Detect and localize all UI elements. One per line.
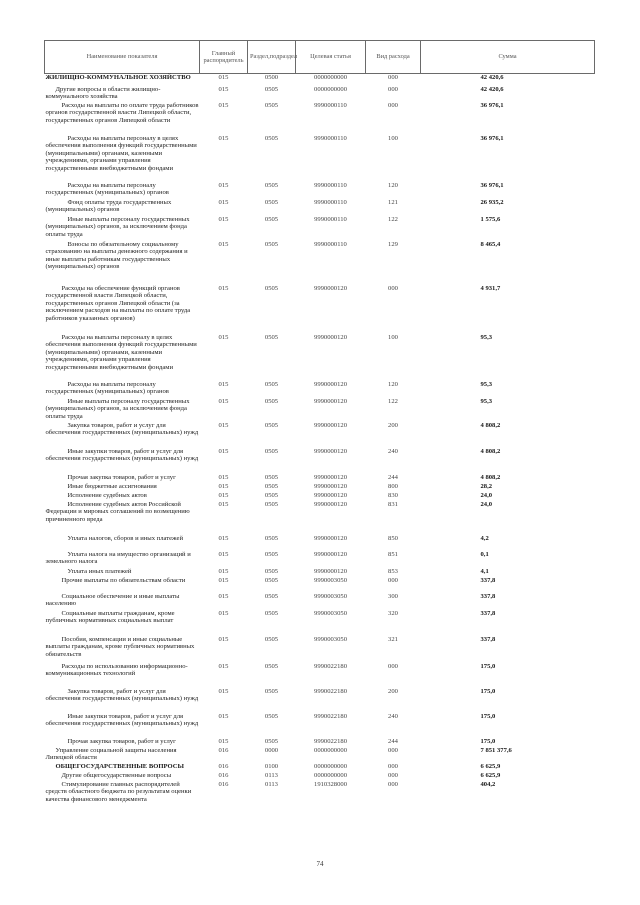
row-cs: 9990000110 [314, 215, 347, 223]
row-name: Взносы по обязательному социальному страхованию на выплаты денежного содержания и иные выплаты работникам государственных (муниципальных) органов [45, 240, 188, 271]
table-row [45, 199, 595, 216]
row-name: Стимулирование главных распорядителей средств областного бюджета по результатам оценки качества финансового менеджмента [45, 780, 192, 803]
row-cs: 9990000120 [314, 421, 347, 429]
row-gr: 015 [218, 609, 229, 617]
table-row [45, 86, 595, 102]
row-name: Исполнение судебных актов [67, 491, 147, 499]
row-vr: 000 [388, 746, 398, 754]
row-rz: 0505 [264, 101, 279, 109]
row-gr: 015 [218, 635, 229, 643]
table-header [45, 41, 595, 74]
row-vr: 000 [388, 284, 398, 292]
table-row [45, 102, 595, 135]
table-row [45, 663, 595, 688]
row-name: Иные выплаты персоналу государственных (муниципальных) органов, за исключением фонда оплаты труда [45, 397, 190, 420]
row-cs: 9990022180 [314, 662, 347, 670]
row-cs: 9990000120 [314, 397, 347, 405]
row-vr: 240 [388, 447, 398, 455]
row-sum: 1 575,6 [480, 215, 501, 223]
row-gr: 015 [218, 380, 229, 388]
row-vr: 240 [388, 712, 398, 720]
row-vr: 000 [388, 85, 398, 93]
table-row [45, 483, 595, 492]
row-rz: 0505 [264, 397, 279, 405]
row-gr: 015 [218, 333, 229, 341]
row-sum: 6 625,9 [480, 771, 501, 779]
row-vr: 100 [388, 134, 398, 142]
row-rz: 0505 [264, 215, 279, 223]
row-vr: 321 [388, 635, 398, 643]
row-cs: 9990003050 [314, 635, 347, 643]
row-name: Уплата налогов, сборов и иных платежей [67, 534, 183, 542]
table-row [45, 285, 595, 334]
row-name: Расходы по использованию информационно-коммуникационных технологий [45, 662, 188, 678]
row-name: Закупка товаров, работ и услуг для обеспечения государственных (муниципальных) нужд [45, 687, 199, 703]
row-cs: 0000000000 [314, 762, 347, 770]
row-sum: 8 465,4 [480, 240, 501, 248]
row-vr: 120 [388, 380, 398, 388]
row-vr: 244 [388, 737, 398, 745]
row-sum: 4 931,7 [480, 284, 501, 292]
row-name: Расходы на выплаты персоналу в целях обеспечения выполнения функций государственными (муниципальными) органами, казенными учреждениями, органами управления государственными внебюджетными фондами [45, 333, 197, 371]
row-sum: 337,8 [480, 592, 496, 600]
row-name: Управление социальной защиты населения Липецкой области [45, 746, 177, 762]
table-row [45, 135, 595, 182]
row-sum: 0,1 [480, 550, 489, 558]
row-vr: 830 [388, 491, 398, 499]
row-sum: 6 625,9 [480, 762, 501, 770]
header-gr: Главный распорядитель [200, 41, 248, 74]
row-cs: 9990000120 [314, 380, 347, 388]
row-gr: 015 [218, 712, 229, 720]
row-name: Иные выплаты персоналу государственных (муниципальных) органов, за исключением фонда оплаты труда [45, 215, 190, 238]
row-cs: 9990000110 [314, 181, 347, 189]
row-rz: 0000 [264, 746, 279, 754]
row-name: Социальное обеспечение и иные выплаты населению [45, 592, 180, 608]
row-sum: 175,0 [480, 737, 496, 745]
row-cs: 0000000000 [314, 746, 347, 754]
table-row [45, 713, 595, 738]
row-sum: 26 935,2 [480, 198, 504, 206]
row-vr: 244 [388, 473, 398, 481]
row-sum: 28,2 [480, 482, 493, 490]
header-rz: Раздел,подраздел [248, 41, 296, 74]
table-row [45, 381, 595, 398]
row-name: Другие общегосударственные вопросы [61, 771, 172, 779]
row-vr: 120 [388, 181, 398, 189]
table-row [45, 636, 595, 663]
table-row [45, 535, 595, 551]
row-vr: 300 [388, 592, 398, 600]
row-vr: 122 [388, 215, 398, 223]
row-cs: 9990003050 [314, 592, 347, 600]
row-gr: 015 [218, 397, 229, 405]
row-sum: 4 808,2 [480, 421, 501, 429]
row-sum: 95,3 [480, 380, 493, 388]
row-name: Закупка товаров, работ и услуг для обеспечения государственных (муниципальных) нужд [45, 421, 199, 437]
row-rz: 0505 [264, 550, 279, 558]
row-name: Социальные выплаты гражданам, кроме публичных нормативных социальных выплат [45, 609, 175, 625]
row-sum: 404,2 [480, 780, 496, 788]
row-cs: 9990000120 [314, 500, 347, 508]
row-vr: 100 [388, 333, 398, 341]
row-sum: 36 976,1 [480, 181, 504, 189]
row-sum: 36 976,1 [480, 101, 504, 109]
row-name: Пособия, компенсации и иные социальные выплаты гражданам, кроме публичных нормативных обязательств [45, 635, 195, 658]
table-row [45, 474, 595, 483]
row-name: Иные бюджетные ассигнования [67, 482, 157, 490]
row-gr: 016 [218, 780, 229, 788]
row-gr: 015 [218, 198, 229, 206]
row-sum: 95,3 [480, 397, 493, 405]
row-rz: 0505 [264, 491, 279, 499]
row-name: Расходы на выплаты персоналу в целях обеспечения выполнения функций государственными (муниципальными) органами, казенными учреждениями, органами управления государственными внебюджетными фондами [45, 134, 197, 172]
table-body [45, 74, 595, 814]
row-cs: 9990000120 [314, 491, 347, 499]
row-name: Иные закупки товаров, работ и услуг для обеспечения государственных (муниципальных) нужд [45, 712, 199, 728]
row-gr: 015 [218, 550, 229, 558]
row-sum: 175,0 [480, 687, 496, 695]
row-cs: 9990000110 [314, 101, 347, 109]
row-rz: 0505 [264, 534, 279, 542]
row-sum: 24,0 [480, 500, 493, 508]
row-gr: 015 [218, 101, 229, 109]
row-cs: 9990000120 [314, 473, 347, 481]
row-sum: 337,8 [480, 635, 496, 643]
row-cs: 9990022180 [314, 737, 347, 745]
row-gr: 015 [218, 134, 229, 142]
table-row [45, 610, 595, 636]
row-cs: 0000000000 [314, 85, 347, 93]
row-cs: 9990000120 [314, 284, 347, 292]
table-row [45, 781, 595, 814]
row-gr: 015 [218, 662, 229, 670]
row-name: Прочая закупка товаров, работ и услуг [67, 473, 176, 481]
row-name: Прочие выплаты по обязательствам области [61, 576, 186, 584]
row-sum: 7 851 377,6 [480, 746, 512, 754]
row-cs: 9990000120 [314, 534, 347, 542]
row-gr: 015 [218, 74, 229, 81]
row-gr: 015 [218, 500, 229, 508]
row-cs: 9990000120 [314, 482, 347, 490]
row-name: Расходы на выплаты по оплате труда работников органов государственной власти Липецкой области, государственных органов Липецкой области [45, 101, 199, 124]
row-rz: 0505 [264, 240, 279, 248]
row-name: Расходы на выплаты персоналу государственных (муниципальных) органов [45, 181, 169, 197]
row-gr: 015 [218, 181, 229, 189]
row-rz: 0505 [264, 447, 279, 455]
table-row [45, 398, 595, 422]
row-gr: 015 [218, 687, 229, 695]
row-rz: 0505 [264, 134, 279, 142]
row-vr: 000 [388, 101, 398, 109]
table-row [45, 763, 595, 772]
header-sum: Сумма [421, 41, 595, 74]
row-gr: 015 [218, 215, 229, 223]
row-cs: 9990000110 [314, 240, 347, 248]
table-row [45, 738, 595, 747]
row-vr: 850 [388, 534, 398, 542]
row-cs: 9990000120 [314, 333, 347, 341]
row-gr: 015 [218, 473, 229, 481]
row-cs: 9990000110 [314, 134, 347, 142]
row-vr: 831 [388, 500, 398, 508]
row-vr: 000 [388, 576, 398, 584]
table-row [45, 74, 595, 86]
table-row [45, 772, 595, 781]
row-name: Уплата иных платежей [67, 567, 132, 575]
row-rz: 0505 [264, 333, 279, 341]
page-number: 74 [316, 860, 324, 868]
row-sum: 4 808,2 [480, 447, 501, 455]
row-rz: 0505 [264, 635, 279, 643]
row-gr: 015 [218, 240, 229, 248]
row-vr: 320 [388, 609, 398, 617]
row-rz: 0505 [264, 592, 279, 600]
row-rz: 0505 [264, 421, 279, 429]
table-row [45, 334, 595, 381]
row-cs: 1910328000 [314, 780, 347, 788]
row-gr: 015 [218, 85, 229, 93]
row-name: Исполнение судебных актов Российской Федерации и мировых соглашений по возмещению причиненного вреда [45, 500, 190, 523]
table-row [45, 216, 595, 241]
row-gr: 015 [218, 576, 229, 584]
table-row [45, 182, 595, 199]
row-sum: 337,8 [480, 576, 496, 584]
table-row [45, 593, 595, 610]
row-name: Расходы на выплаты персоналу государственных (муниципальных) органов [45, 380, 169, 396]
row-rz: 0113 [265, 771, 278, 779]
row-rz: 0505 [264, 576, 279, 584]
row-vr: 121 [388, 198, 398, 206]
header-vr: Вид расхода [366, 41, 421, 74]
row-sum: 95,3 [480, 333, 493, 341]
row-rz: 0505 [264, 609, 279, 617]
row-cs: 0000000000 [314, 74, 347, 81]
row-gr: 015 [218, 567, 229, 575]
row-sum: 4,1 [480, 567, 489, 575]
row-gr: 016 [218, 771, 229, 779]
header-cs: Целевая статья [296, 41, 366, 74]
row-vr: 000 [388, 74, 398, 81]
table-row [45, 501, 595, 535]
row-gr: 015 [218, 534, 229, 542]
row-vr: 000 [388, 662, 398, 670]
table-row [45, 448, 595, 474]
header-name: Наименование показателя [45, 41, 200, 74]
table-row [45, 577, 595, 593]
row-sum: 36 976,1 [480, 134, 504, 142]
row-gr: 015 [218, 284, 229, 292]
table-row [45, 422, 595, 448]
row-rz: 0505 [264, 500, 279, 508]
row-vr: 851 [388, 550, 398, 558]
row-rz: 0505 [264, 198, 279, 206]
row-rz: 0113 [265, 780, 278, 788]
table-row [45, 492, 595, 501]
row-name: Иные закупки товаров, работ и услуг для обеспечения государственных (муниципальных) нужд [45, 447, 199, 463]
row-rz: 0505 [264, 662, 279, 670]
row-name: ОБЩЕГОСУДАРСТВЕННЫЕ ВОПРОСЫ [55, 762, 184, 770]
row-name: Прочая закупка товаров, работ и услуг [67, 737, 176, 745]
budget-table [44, 40, 595, 814]
row-cs: 9990000120 [314, 550, 347, 558]
row-rz: 0505 [264, 712, 279, 720]
row-gr: 016 [218, 762, 229, 770]
table-row [45, 241, 595, 285]
row-rz: 0505 [264, 687, 279, 695]
row-cs: 9990000120 [314, 567, 347, 575]
table-row [45, 551, 595, 568]
table-row [45, 747, 595, 763]
row-name: Фонд оплаты труда государственных (муниципальных) органов [45, 198, 172, 214]
row-rz: 0505 [264, 737, 279, 745]
row-vr: 000 [388, 771, 398, 779]
row-rz: 0505 [264, 85, 279, 93]
row-rz: 0100 [264, 762, 279, 770]
row-gr: 015 [218, 491, 229, 499]
row-vr: 122 [388, 397, 398, 405]
row-sum: 42 420,6 [480, 85, 504, 93]
row-cs: 9990022180 [314, 687, 347, 695]
row-sum: 42 420,6 [480, 74, 504, 81]
row-rz: 0505 [264, 284, 279, 292]
row-rz: 0505 [264, 473, 279, 481]
row-rz: 0505 [264, 567, 279, 575]
table-row [45, 568, 595, 577]
row-cs: 9990000120 [314, 447, 347, 455]
row-rz: 0500 [264, 74, 279, 81]
row-sum: 4,2 [480, 534, 489, 542]
row-cs: 9990003050 [314, 576, 347, 584]
row-gr: 015 [218, 737, 229, 745]
row-name: ЖИЛИЩНО-КОММУНАЛЬНОЕ ХОЗЯЙСТВО [45, 74, 191, 81]
row-vr: 200 [388, 421, 398, 429]
row-gr: 015 [218, 482, 229, 490]
row-gr: 016 [218, 746, 229, 754]
row-rz: 0505 [264, 380, 279, 388]
table-row [45, 688, 595, 713]
row-vr: 129 [388, 240, 398, 248]
row-vr: 800 [388, 482, 398, 490]
row-sum: 24,0 [480, 491, 493, 499]
row-rz: 0505 [264, 482, 279, 490]
row-cs: 9990003050 [314, 609, 347, 617]
row-sum: 4 808,2 [480, 473, 501, 481]
row-name: Уплата налога на имущество организаций и земельного налога [45, 550, 191, 566]
row-gr: 015 [218, 592, 229, 600]
row-gr: 015 [218, 421, 229, 429]
row-vr: 853 [388, 567, 398, 575]
row-vr: 000 [388, 762, 398, 770]
row-vr: 200 [388, 687, 398, 695]
row-name: Расходы на обеспечение функций органов государственной власти Липецкой области, государственных органов Липецкой области (за исключением расходов на выплаты по оплате труда работников указанных органов) [45, 284, 191, 322]
row-vr: 000 [388, 780, 398, 788]
row-rz: 0505 [264, 181, 279, 189]
row-cs: 0000000000 [314, 771, 347, 779]
row-cs: 9990000110 [314, 198, 347, 206]
row-sum: 337,8 [480, 609, 496, 617]
row-sum: 175,0 [480, 662, 496, 670]
row-cs: 9990022180 [314, 712, 347, 720]
row-sum: 175,0 [480, 712, 496, 720]
row-name: Другие вопросы в области жилищно-коммунального хозяйства [45, 85, 161, 101]
row-gr: 015 [218, 447, 229, 455]
